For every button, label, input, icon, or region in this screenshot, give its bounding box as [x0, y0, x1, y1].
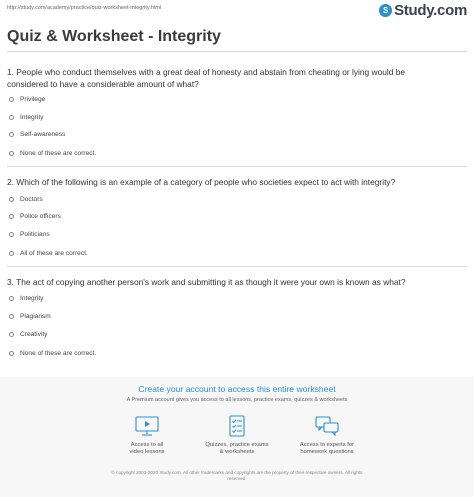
feature-label-line2: & worksheets — [219, 449, 255, 455]
q2-option-3[interactable] — [9, 231, 50, 238]
q1-option-1[interactable] — [9, 96, 45, 103]
radio-button[interactable] — [9, 232, 14, 237]
option-label: None of these are correct. — [20, 150, 97, 157]
q3-option-1[interactable] — [9, 295, 43, 302]
premium-promo — [0, 377, 474, 497]
radio-button[interactable] — [9, 332, 14, 337]
feature-label-line1: Access to experts for — [299, 442, 355, 448]
top-bar — [7, 3, 467, 19]
checklist-icon — [224, 415, 250, 437]
feature-video-lessons — [102, 415, 192, 456]
q2-option-4[interactable] — [9, 250, 88, 257]
q1-option-2[interactable] — [9, 114, 43, 121]
radio-button[interactable] — [9, 214, 14, 219]
option-label: None of these are correct. — [20, 350, 97, 357]
q2-option-2[interactable] — [9, 213, 61, 220]
q3-option-3[interactable] — [9, 331, 47, 338]
option-label: Police officers — [20, 213, 61, 220]
radio-button[interactable] — [9, 296, 14, 301]
page-url: http://study.com/academy/practice/quiz-worksheet-integrity.html — [7, 5, 162, 11]
logo-mark-icon: S — [379, 4, 392, 17]
radio-button[interactable] — [9, 314, 14, 319]
study-logo[interactable] — [379, 2, 467, 19]
q1-option-3[interactable] — [9, 131, 65, 138]
title-divider — [7, 51, 467, 52]
radio-button[interactable] — [9, 115, 14, 120]
feature-quizzes — [192, 415, 282, 456]
option-label: Integrity — [20, 114, 44, 121]
q3-option-2[interactable] — [9, 313, 51, 320]
option-label: Self-awareness — [20, 131, 66, 138]
option-label: Doctors — [20, 196, 43, 203]
promo-subtitle: A Premium account gives you access to all lessons, practice exams, quizzes & worksheets — [126, 397, 348, 403]
radio-button[interactable] — [9, 351, 14, 356]
q3-option-4[interactable] — [9, 350, 96, 357]
feature-label-line1: Quizzes, practice exams — [205, 442, 269, 448]
chat-bubbles-icon — [314, 415, 340, 437]
feature-experts — [282, 415, 372, 456]
copyright-line2: reserved. — [227, 476, 247, 481]
option-label: Plagiarism — [20, 313, 51, 320]
radio-button[interactable] — [9, 151, 14, 156]
question-3 — [7, 276, 462, 288]
option-label: All of these are correct. — [20, 250, 88, 257]
question-2-text: 2. Which of the following is an example of a category of people who societies expect to act with integrity? — [7, 177, 396, 187]
feature-label-line1: Access to all — [130, 442, 164, 448]
copyright-line1: © copyright 2003-2020 Study.com. All other trademarks and copyrights are the property of their respective owners. All rights — [111, 470, 363, 475]
option-label: Politicians — [20, 231, 50, 238]
option-label: Integrity — [20, 295, 44, 302]
feature-label-line2: homework questions — [300, 449, 354, 455]
option-label: Privilege — [20, 96, 46, 103]
copyright-notice — [60, 470, 414, 482]
question-divider — [7, 266, 467, 267]
q2-option-1[interactable] — [9, 196, 43, 203]
question-1-text-cont: considered to have a considerable amount of what? — [7, 79, 199, 89]
promo-title-link[interactable]: Create your account to access this entire worksheet — [138, 384, 336, 394]
question-2 — [7, 176, 462, 188]
page-title: Quiz & Worksheet - Integrity — [7, 28, 221, 45]
q1-option-4[interactable] — [9, 150, 96, 157]
radio-button[interactable] — [9, 97, 14, 102]
feature-label-line2: video lessons — [129, 449, 165, 455]
radio-button[interactable] — [9, 251, 14, 256]
option-label: Creativity — [20, 331, 48, 338]
question-1-text: 1. People who conduct themselves with a great deal of honesty and abstain from cheating or lying would be — [7, 67, 406, 77]
radio-button[interactable] — [9, 197, 14, 202]
monitor-icon — [134, 415, 160, 437]
radio-button[interactable] — [9, 132, 14, 137]
logo-text: Study.com — [394, 2, 467, 19]
question-3-text: 3. The act of copying another person's work and submitting it as though it were your own is known as what? — [7, 277, 406, 287]
question-1 — [7, 66, 462, 90]
question-divider — [7, 166, 467, 167]
